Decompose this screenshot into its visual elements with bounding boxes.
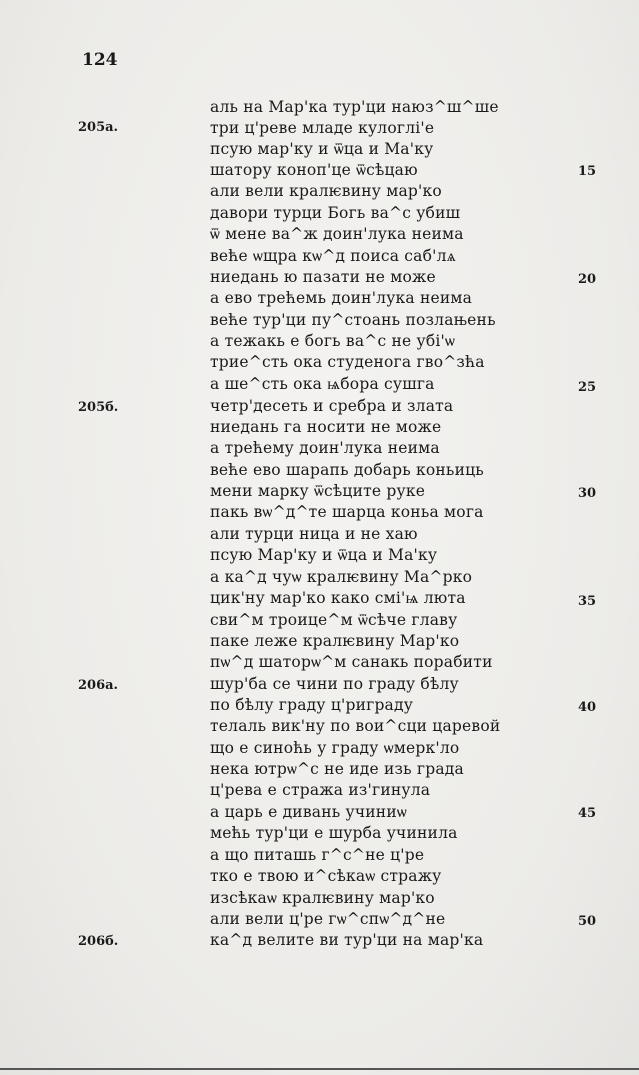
verse-line: тко е твою и^сѣкаѡ стражу — [210, 867, 442, 885]
verse-line: а ево трећемь доин'лука неима — [210, 289, 473, 307]
verse-line: пакь вѡ^д^те шарца коньа мога — [210, 503, 484, 521]
line-number: 50 — [577, 914, 597, 929]
verse-line: а ше^сть ока ѩбора сушга — [210, 375, 435, 393]
verse-line: паке леже кралѥвину Мар'ко — [210, 632, 460, 650]
verse-line: али турци ница и не хаю — [210, 525, 418, 543]
line-number: 45 — [577, 806, 597, 821]
verse-line: нека ютрѡ^с не иде изь града — [210, 760, 464, 778]
line-number: 15 — [577, 164, 597, 179]
verse-line: мећь тур'ци е шурба учинила — [210, 824, 458, 842]
verse-line: телаль вик'ну по вои^сци царевой — [210, 717, 501, 735]
verse-line: мени марку ѿсѣците руке — [210, 482, 426, 500]
verse-line: али вели кралѥвину мар'ко — [210, 182, 442, 200]
folio-marker: 205а. — [78, 120, 119, 135]
verse-line: трие^сть ока студенога гво^зћа — [210, 353, 485, 371]
folio-marker: 205б. — [78, 400, 119, 415]
page-number: 124 — [82, 50, 118, 70]
verse-line: шатору коноп'це ѿсѣцаю — [210, 161, 418, 179]
page-bottom-edge — [0, 1068, 639, 1070]
verse-line: псую мар'ку и ѿца и Ма'ку — [210, 140, 434, 158]
verse-line: три ц'реве младе кулоглі'е — [210, 119, 435, 137]
verse-line: ка^д велите ви тур'ци на мар'ка — [210, 931, 484, 949]
verse-line: а трећему доин'лука неима — [210, 439, 440, 457]
verse-line: а що питашь г^с^не ц'ре — [210, 846, 425, 864]
verse-line: а ка^д чуѡ кралѥвину Ма^рко — [210, 568, 473, 586]
verse-line: ниедань га носити не може — [210, 418, 442, 436]
verse-line: а тежакь е богь ва^с не убі'ѡ — [210, 332, 455, 350]
verse-line: ц'рева е стража из'гинула — [210, 781, 431, 799]
verse-line: а царь е дивань учиниѡ — [210, 803, 407, 821]
line-number: 35 — [577, 594, 597, 609]
line-number: 25 — [577, 380, 597, 395]
folio-marker: 206б. — [78, 934, 119, 949]
verse-line: що е синоћь у граду ѡмерк'ло — [210, 739, 460, 757]
verse-line: изсѣкаѡ кралѥвину мар'ко — [210, 889, 435, 907]
line-number: 30 — [577, 486, 597, 501]
verse-line: по бѣлу граду ц'риграду — [210, 696, 414, 714]
verse-line: али вели ц'ре гѡ^спѡ^д^не — [210, 910, 446, 928]
verse-line: веће ево шарапь добарь коньиць — [210, 461, 484, 479]
verse-line: давори турци Богь ва^с убиш — [210, 204, 461, 222]
verse-line: пѡ^д шаторѡ^м санакь порабити — [210, 653, 493, 671]
folio-marker: 206а. — [78, 678, 119, 693]
verse-line: сви^м троице^м ѿсѣче главу — [210, 611, 458, 629]
verse-line: веће ѡщра кѡ^д поиса саб'лѧ — [210, 247, 457, 265]
line-number: 40 — [577, 700, 597, 715]
verse-line: шур'ба се чини по граду бѣлу — [210, 675, 459, 693]
verse-line: аль на Мар'ка тур'ци наюз^ш^ше — [210, 98, 499, 116]
verse-line: псую Мар'ку и ѿца и Ма'ку — [210, 546, 438, 564]
verse-line: четр'десеть и сребра и злата — [210, 397, 454, 415]
verse-line: цик'ну мар'ко како смі'ѩ люта — [210, 589, 466, 607]
verse-line: ниедань ю пазати не може — [210, 268, 436, 286]
verse-line: ѿ мене ва^ж доин'лука неима — [210, 225, 464, 243]
verse-line: веће тур'ци пу^стоань позлањень — [210, 311, 496, 329]
line-number: 20 — [577, 272, 597, 287]
